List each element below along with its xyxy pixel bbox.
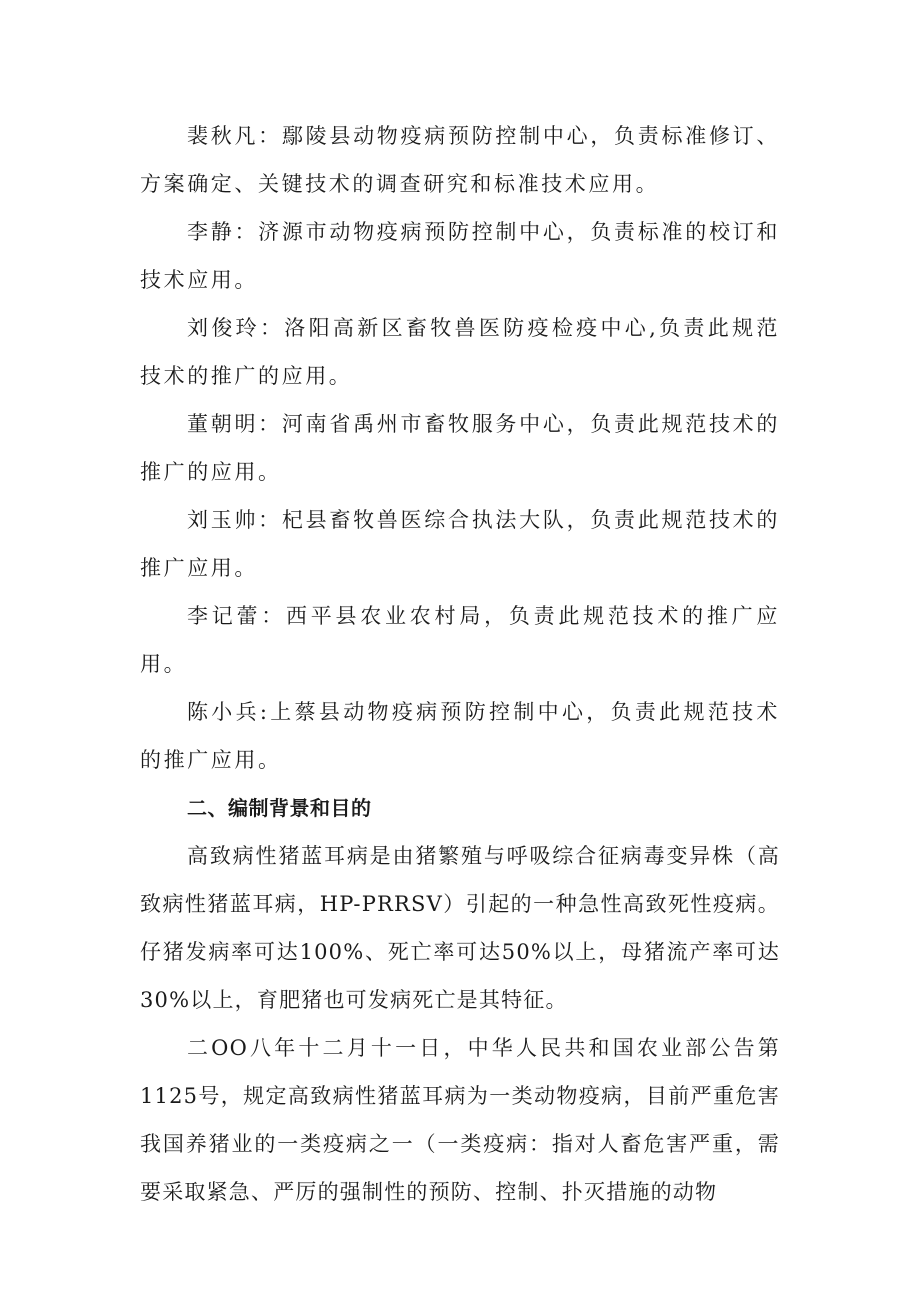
document-page bbox=[140, 112, 780, 1216]
contributor-paragraph: 刘玉帅：杞县畜牧兽医综合执法大队，负责此规范技术的推广应用。 bbox=[140, 508, 780, 580]
contributor-paragraph: 李静：济源市动物疫病预防控制中心，负责标准的校订和技术应用。 bbox=[140, 220, 780, 292]
contributor-paragraph: 董朝明：河南省禹州市畜牧服务中心，负责此规范技术的推广的应用。 bbox=[140, 412, 780, 484]
contributor-paragraph: 刘俊玲：洛阳高新区畜牧兽医防疫检疫中心,负责此规范技术的推广的应用。 bbox=[140, 316, 780, 388]
section-heading: 二、编制背景和目的 bbox=[187, 796, 372, 820]
contributor-paragraph: 李记蕾：西平县农业农村局，负责此规范技术的推广应用。 bbox=[140, 604, 780, 676]
body-paragraph: 二OO八年十二月十一日，中华人民共和国农业部公告第1125号，规定高致病性猪蓝耳病为一类动物疫病，目前严重危害我国养猪业的一类疫病之一（一类疫病：指对人畜危害严重，需要采取紧急、严厉的强制性的预防、控制、扑灭措施的动物 bbox=[140, 1036, 780, 1204]
body-paragraph: 高致病性猪蓝耳病是由猪繁殖与呼吸综合征病毒变异株（高致病性猪蓝耳病，HP-PRRSV）引起的一种急性高致死性疫病。仔猪发病率可达100%、死亡率可达50%以上，母猪流产率可达30%以上，育肥猪也可发病死亡是其特征。 bbox=[140, 844, 780, 1012]
contributor-paragraph: 裴秋凡：鄢陵县动物疫病预防控制中心，负责标准修订、方案确定、关键技术的调查研究和标准技术应用。 bbox=[140, 124, 780, 196]
contributor-paragraph: 陈小兵:上蔡县动物疫病预防控制中心，负责此规范技术的推广应用。 bbox=[140, 700, 780, 772]
